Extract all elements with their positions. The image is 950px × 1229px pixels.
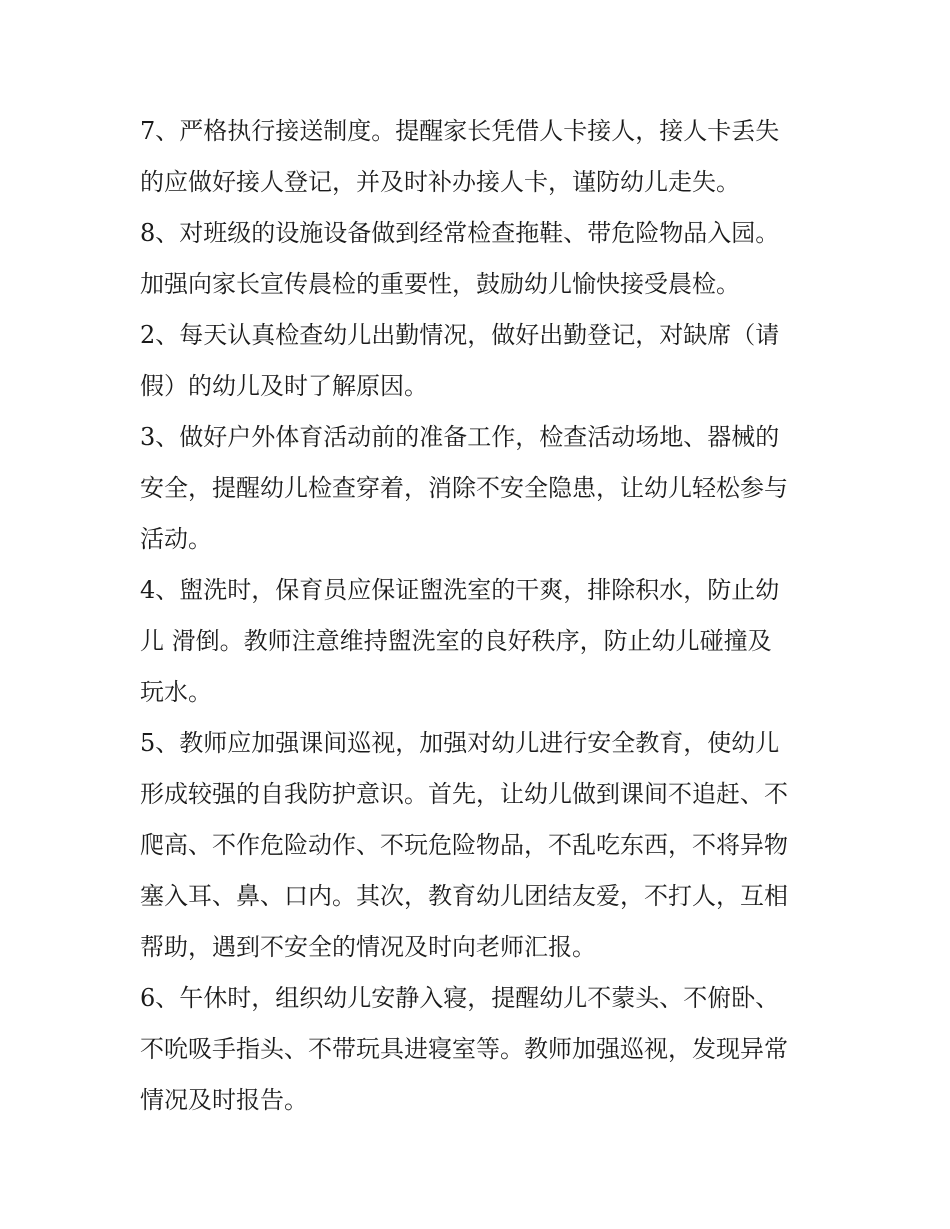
- text-line: 玩水。: [140, 678, 212, 706]
- text-line: 8、对班级的设施设备做到经常检查拖鞋、带危险物品入园。: [140, 219, 780, 247]
- text-line: 加强向家长宣传晨检的重要性，鼓励幼儿愉快接受晨检。: [140, 270, 740, 298]
- text-line: 7、严格执行接送制度。提醒家长凭借人卡接人，接人卡丢失: [140, 117, 780, 145]
- text-line: 假）的幼儿及时了解原因。: [140, 372, 428, 400]
- text-line: 活动。: [140, 525, 212, 553]
- text-line: 帮助，遇到不安全的情况及时向老师汇报。: [140, 933, 596, 961]
- text-line: 2、每天认真检查幼儿出勤情况，做好出勤登记，对缺席（请: [140, 321, 780, 349]
- paragraph-item-7: [140, 106, 810, 208]
- paragraph-item-4: [140, 565, 810, 718]
- text-line: 塞入耳、鼻、口内。其次，教育幼儿团结友爱，不打人，互相: [140, 882, 788, 910]
- paragraph-item-8: [140, 208, 810, 310]
- text-line: 3、做好户外体育活动前的准备工作，检查活动场地、器械的: [140, 423, 780, 451]
- document-body: [140, 106, 810, 1126]
- text-line: 6、午休时，组织幼儿安静入寝，提醒幼儿不蒙头、不俯卧、: [140, 984, 780, 1012]
- text-line: 爬高、不作危险动作、不玩危险物品，不乱吃东西，不将异物: [140, 831, 788, 859]
- text-line: 安全，提醒幼儿检查穿着，消除不安全隐患，让幼儿轻松参与: [140, 474, 788, 502]
- paragraph-item-3: [140, 412, 810, 565]
- paragraph-item-5: [140, 718, 810, 973]
- text-line: 儿 滑倒。教师注意维持盥洗室的良好秩序，防止幼儿碰撞及: [140, 627, 772, 655]
- text-line: 不吮吸手指头、不带玩具进寝室等。教师加强巡视，发现异常: [140, 1035, 788, 1063]
- text-line: 情况及时报告。: [140, 1086, 308, 1114]
- paragraph-item-6: [140, 973, 810, 1126]
- text-line: 的应做好接人登记，并及时补办接人卡，谨防幼儿走失。: [140, 168, 740, 196]
- text-line: 5、教师应加强课间巡视，加强对幼儿进行安全教育，使幼儿: [140, 729, 780, 757]
- text-line: 4、盥洗时，保育员应保证盥洗室的干爽，排除积水，防止幼: [140, 576, 780, 604]
- text-line: 形成较强的自我防护意识。首先，让幼儿做到课间不追赶、不: [140, 780, 788, 808]
- paragraph-item-2: [140, 310, 810, 412]
